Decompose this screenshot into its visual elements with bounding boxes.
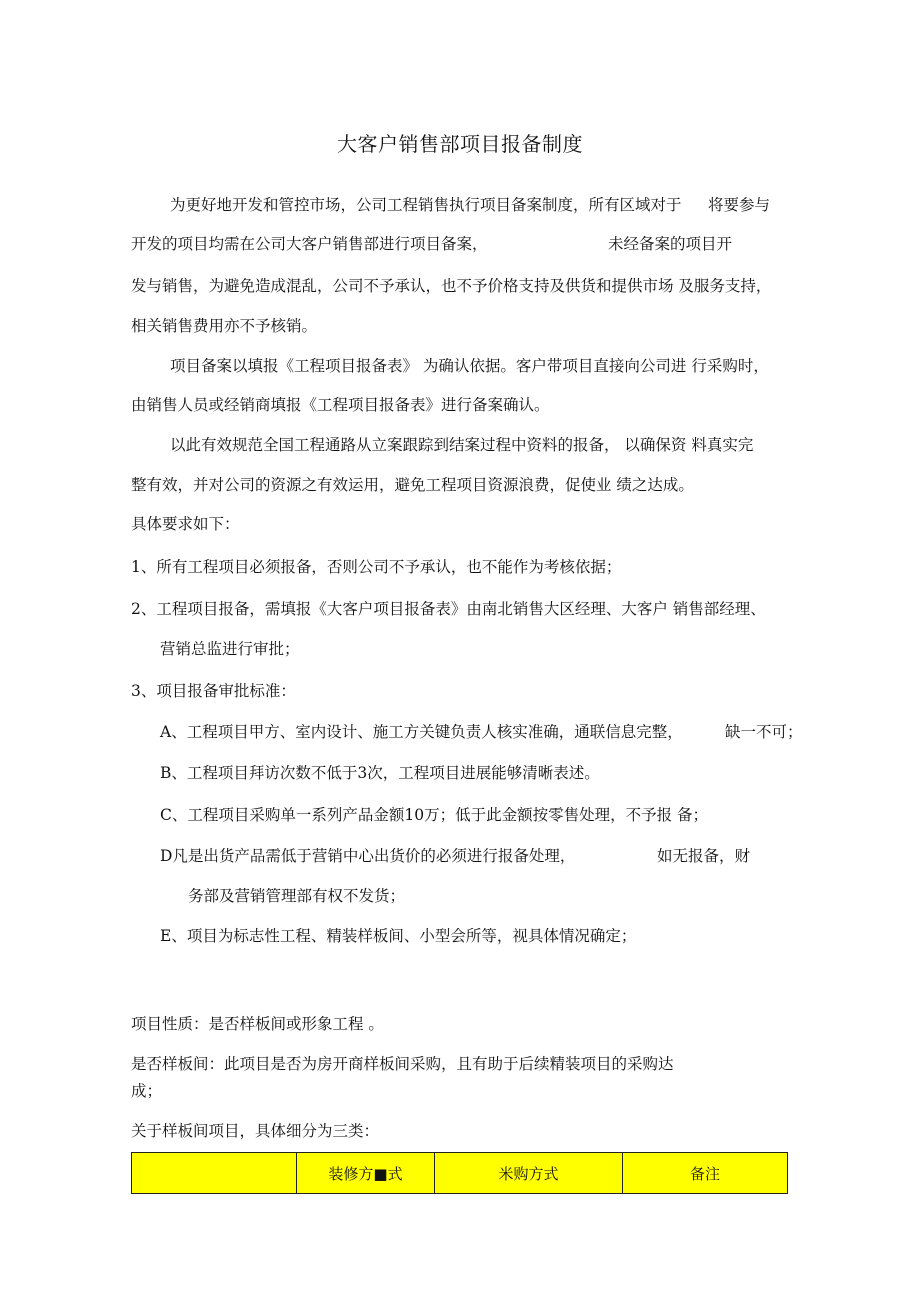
sample-room-table	[131, 1152, 788, 1194]
intro-line-3: 发与销售，为避免造成混乱，公司不予承认，也不予价格支持及供货和提供市场 及服务支持，	[131, 277, 772, 295]
nature-line-2: 是否样板间：此项目是否为房开商样板间采购，且有助于后续精装项目的采购达	[131, 1055, 674, 1073]
para2-line-1: 项目备案以填报《工程项目报备表》 为确认依据。客户带项目直接向公司进 行采购时，	[170, 357, 769, 375]
requirements-heading: 具体要求如下：	[131, 515, 240, 533]
requirement-item-1: 1、所有工程项目必须报备，否则公司不予承认，也不能作为考核依据；	[131, 558, 622, 576]
document-title: 大客户销售部项目报备制度	[337, 132, 583, 156]
table-header-remarks: 备注	[623, 1153, 788, 1194]
intro-line-2-tail: 未经备案的项目开	[608, 235, 733, 253]
para3-line-1: 以此有效规范全国工程通路从立案跟踪到结案过程中资料的报备， 以确保资 料真实完	[170, 436, 754, 454]
intro-line-1: 为更好地开发和管控市场，公司工程销售执行项目备案制度，所有区域对于	[170, 196, 682, 214]
requirement-item-3: 3、项目报备审批标准：	[131, 682, 296, 700]
sub-item-b: B、工程项目拜访次数不低于3次，工程项目进展能够清晰表述。	[160, 764, 600, 782]
table-header-blank	[132, 1153, 297, 1194]
intro-line-1-tail: 将要参与	[708, 196, 771, 214]
table-header-purchase-method: 米购方式	[435, 1153, 623, 1194]
sub-item-a: A、工程项目甲方、室内设计、施工方关键负责人核实准确，通联信息完整，	[160, 723, 683, 741]
sub-item-d: D凡是出货产品需低于营销中心出货价的必须进行报备处理，	[160, 847, 576, 865]
intro-line-4: 相关销售费用亦不予核销。	[131, 317, 318, 335]
requirement-item-2-continued: 营销总监进行审批；	[160, 640, 300, 658]
sub-item-c: C、工程项目采购单一系列产品金额10万；低于此金额按零售处理，不予报 备；	[160, 806, 709, 824]
table-header-decoration-method: 装修方■式	[297, 1153, 435, 1194]
sub-item-d-continued: 务部及营销管理部有权不发货；	[188, 887, 406, 905]
sub-item-a-tail: 缺一不可；	[725, 723, 803, 741]
para3-line-2: 整有效，并对公司的资源之有效运用，避免工程项目资源浪费，促使业 绩之达成。	[131, 476, 694, 494]
nature-line-1: 项目性质：是否样板间或形象工程 。	[131, 1015, 384, 1033]
nature-line-3: 成；	[131, 1082, 163, 1100]
nature-line-4: 关于样板间项目，具体细分为三类：	[131, 1122, 380, 1140]
table-header-row	[132, 1153, 788, 1194]
requirement-item-2: 2、工程项目报备，需填报《大客户项目报备表》由南北销售大区经理、大客户 销售部经理、	[131, 600, 766, 618]
intro-line-2: 开发的项目均需在公司大客户销售部进行项目备案，	[131, 235, 488, 253]
sub-item-d-tail: 如无报备，财	[657, 847, 751, 865]
para2-line-2: 由销售人员或经销商填报《工程项目报备表》进行备案确认。	[131, 396, 550, 414]
sub-item-e: E、项目为标志性工程、精装样板间、小型会所等，视具体情况确定；	[160, 927, 637, 945]
